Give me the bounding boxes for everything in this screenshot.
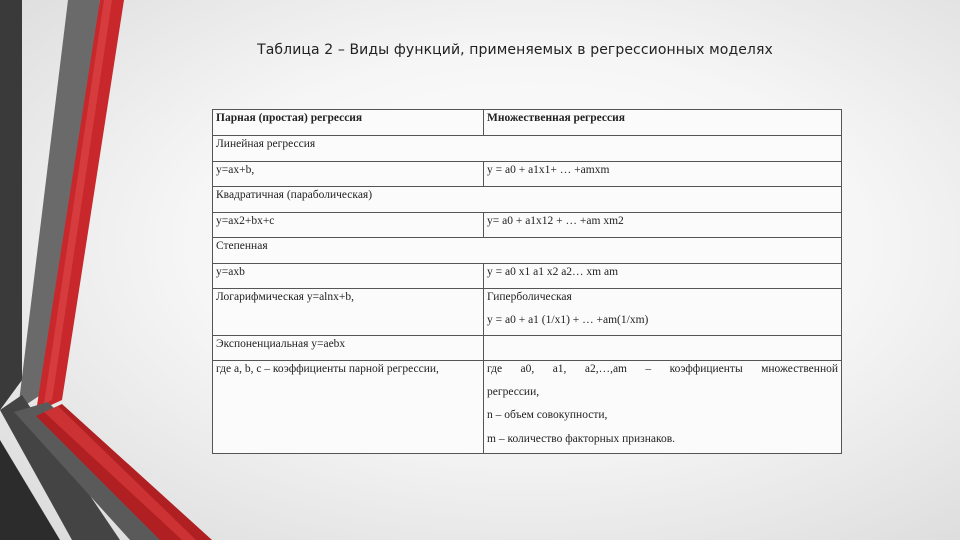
section-row-linear: [213, 136, 842, 162]
header-multiple-regression: Множественная регрессия: [484, 110, 842, 136]
header-pair-regression: Парная (простая) регрессия: [213, 110, 484, 136]
row-exponential: [213, 336, 842, 361]
formula-row-power: [213, 264, 842, 289]
formula-row-quadratic: [213, 213, 842, 238]
linear-pair-formula: y=ax+b,: [213, 162, 484, 187]
section-quadratic: Квадратичная (параболическая): [213, 187, 842, 213]
notes-multi-line4: m – количество факторных признаков.: [487, 432, 676, 445]
quadratic-multi-formula: y= a0 + a1x12 + … +am xm2: [484, 213, 842, 238]
exponential-multi-empty: [484, 336, 842, 361]
notes-multi-line3: n – объем совокупности,: [487, 409, 608, 422]
linear-multi-formula: y = a0 + a1x1+ … +amxm: [484, 162, 842, 187]
power-multi-formula: y = a0 x1 a1 x2 a2… xm am: [484, 264, 842, 289]
formula-row-linear: [213, 162, 842, 187]
section-power: Степенная: [213, 238, 842, 264]
row-notes: [213, 361, 842, 454]
slide-title: Таблица 2 – Виды функций, применяемых в регрессионных моделях: [257, 42, 773, 58]
row-log-hyperbolic: [213, 289, 842, 336]
logarithmic-pair-formula: Логарифмическая y=alnx+b,: [213, 289, 484, 336]
notes-multi-cell: [484, 361, 842, 454]
power-pair-formula: y=axb: [213, 264, 484, 289]
regression-functions-table: [212, 109, 842, 454]
quadratic-pair-formula: y=ax2+bx+c: [213, 213, 484, 238]
hyperbolic-formula: y = a0 + a1 (1/x1) + … +am(1/xm): [487, 314, 649, 327]
hyperbolic-multi-cell: [484, 289, 842, 336]
dark-stripe-left: [0, 0, 22, 410]
notes-pair: где a, b, c – коэффициенты парной регрессии,: [213, 361, 484, 454]
hyperbolic-title: Гиперболическая: [487, 291, 572, 303]
notes-multi-line1: где a0, a1, a2,…,am – коэффициенты множественной: [487, 363, 838, 375]
section-linear: Линейная регрессия: [213, 136, 842, 162]
notes-multi-line2: регрессии,: [487, 386, 540, 399]
section-row-quadratic: [213, 187, 842, 213]
table-header-row: [213, 110, 842, 136]
exponential-pair-formula: Экспоненциальная y=aebx: [213, 336, 484, 361]
section-row-power: [213, 238, 842, 264]
